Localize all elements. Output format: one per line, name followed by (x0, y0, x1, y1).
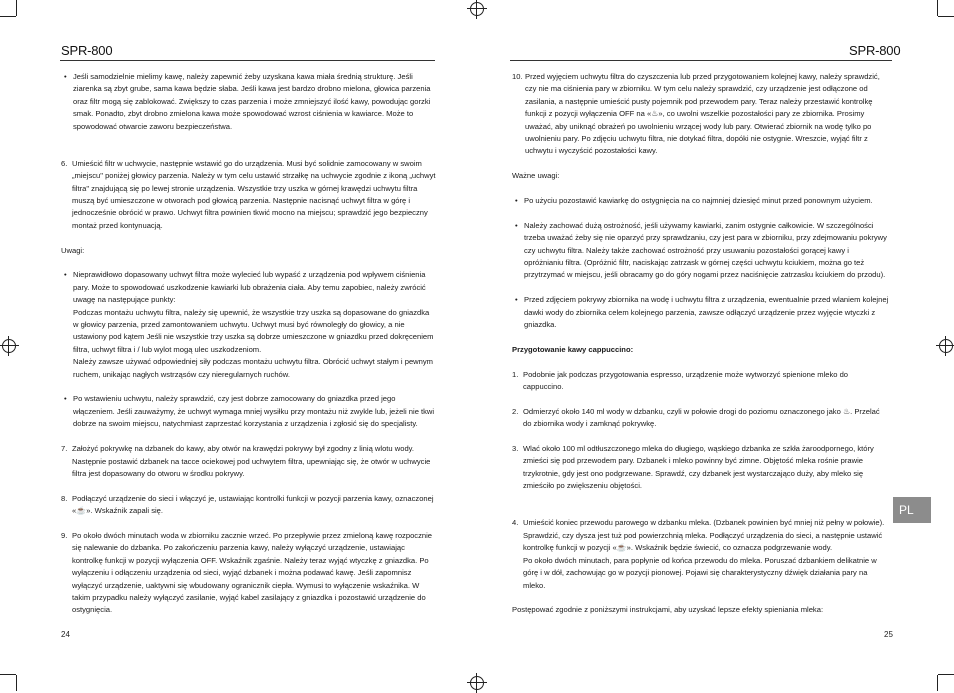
coffee-cup-icon: ☕ (76, 506, 87, 516)
model-label-left: SPR-800 (61, 43, 113, 58)
cappuccino-step-1: 1. Podobnie jak podczas przygotowania espresso, urządzenie może wytworzyć spienione mleko do cappuccino. (512, 369, 849, 392)
cappuccino-step-3: 3. Wlać około 100 ml odtłuszczonego mleka do długiego, wąskiego dzbanka ze szkła żaroodpornego, który zmieści się pod przewodem pary. Dzbanek i mleko powinny być zimne. Objętość mleka rośnie prawie trzykrotnie, gdy jest ono podgrzewane. Sprawdź, czy dzbanek jest wystarczająco duży, aby mleko się zmieściło po zwiększeniu objętości. (512, 444, 874, 491)
list-item: • Po użyciu pozostawić kawiarkę do ostygnięcia na co najmniej dziesięć minut przed ponownym użyciem. (515, 196, 873, 206)
crop-mark (16, 675, 17, 691)
page-number-right: 25 (884, 630, 893, 639)
coffee-cup-icon: ☕ (616, 543, 627, 553)
header-rule-left (60, 60, 435, 61)
step-10: 10. Przed wyjęciem uchwytu filtra do czyszczenia lub przed przygotowaniem kolejnej kawy, należy sprawdzić, czy nie ma ciśnienia pary w zbiorniku. W tym celu należy sprawdzić, czy urządzenie jest odłączone od zasilania, a następnie umieścić pusty pojemnik pod przewodem pary. Teraz należy przestawić kontrolkę funkcji z pozycji wyłączenia OFF na «♨», co uwolni wszelkie pozostałości pary ze zbiornika. Prosimy uważać, aby uniknąć obrażeń po uwolnieniu wrzącej wody lub pary. Otwierać zbiornik na wodę tylko po uwolnieniu pary. Po zdjęciu uchwytu filtra, nie dotykać filtra, dopóki nie ostygnie. Wreszcie, wyjąć filtr z uchwytu i wyczyścić pozostałości kawy. (512, 72, 880, 156)
section-heading: Przygotowanie kawy cappuccino: (512, 344, 634, 354)
header-rule-right (510, 60, 892, 61)
crop-mark (937, 0, 938, 16)
step-6: 6. Umieścić filtr w uchwycie, następnie wstawić go do urządzenia. Musi być solidnie zamocowany w swoim „miejscu" poniżej głowicy parzenia. Należy w tym celu ustawić strzałkę na uchwycie zgodnie z ikoną „uchwyt filtra" znajdującą się po lewej stronie urządzenia. Wszystkie trzy uszka w górnej krawędzi uchwytu filtra muszą być umieszczone w otworach pod głowicą parzenia. Następnie nacisnąć uchwyt filtra w górę i jednocześnie obrócić w prawo. Uchwyt filtra powinien tkwić mocno na miejscu; sprawdzić jego bezpieczny montaż przed kontynuacją. (61, 158, 436, 230)
crop-mark (938, 16, 954, 17)
registration-mark-icon (470, 676, 484, 690)
registration-mark-icon (470, 2, 484, 16)
step-9: 9. Po około dwóch minutach woda w zbiorniku zacznie wrzeć. Po przepływie przez zmieloną kawę rozpocznie się nalewanie do dzbanka. Po zakończeniu parzenia kawy, należy wyłączyć urządzenie, ustawiając kontrolkę funkcji w pozycji wyłączenia OFF. Wskaźnik zgaśnie. Należy teraz wyjąć wtyczkę z gniazdka. Po wyłączeniu i odłączeniu urządzenia od sieci, wyjąć dzbanek i można podawać kawę. Jeśli zapomnisz wyłączyć urządzenie, uaktywni się wbudowany ogranicznik ciepła. Wymusi to wyłączenie wskaźnika. W takim przypadku należy wyłączyć zasilanie, wyjąć kabel zasilający z gniazdka i pozostawić urządzenie do ostygnięcia. (61, 530, 433, 615)
registration-mark-icon (2, 339, 16, 353)
steam-icon: ♨ (651, 109, 659, 119)
crop-mark (0, 16, 16, 17)
steam-icon: ♨ (842, 406, 851, 416)
crop-mark (938, 674, 954, 675)
page-number-left: 24 (61, 630, 70, 639)
right-page-body (512, 71, 890, 617)
language-tab: PL (893, 497, 931, 523)
list-item: • Należy zachować dużą ostrożność, jeśli używamy kawiarki, zanim ostygnie całkowicie. W szczególności trzeba uważać żeby się nie oparzyć przy sprawdzaniu, czy jest para w zbiorniku, przy zdejmowaniu pokrywy czy uchwytu filtra. Należy także zachować ostrożność przy usuwaniu pozostałości gorącej kawy i opróżnianiu filtra. (Opróżnić filtr, naciskając zatrzask w górnej części uchwytu kciukiem, można go też przytrzymać w miejscu, jeśli obracamy go do góry nogami przez naciśnięcie zatrzasku kciukiem do przodu). (515, 220, 887, 280)
closing-text: Postępować zgodnie z poniższymi instrukcjami, aby uzyskać lepsze efekty spieniania mleka: (512, 605, 824, 615)
cappuccino-step-4: 4. Umieścić koniec przewodu parowego w dzbanku mleka. (Dzbanek powinien być mniej niż pełny w połowie). Sprawdzić, czy dysza jest tuż pod powierzchnią mleka. Podłączyć urządzenia do sieci, a następnie ustawić kontrolkę funkcji w pozycji «☕». Wskaźnik będzie świecić, co oznacza podgrzewanie wody. Po około dwóch minutach, para popłynie od końca przewodu do mleka. Poruszać dzbankiem delikatnie w górę i w dół, zachowując go w pozycji pionowej. Pojawi się charakterystyczny dźwięk działania pary na mleko. (512, 518, 885, 590)
list-item: • Nieprawidłowo dopasowany uchwyt filtra może wylecieć lub wypaść z urządzenia pod wpływem ciśnienia pary. Może to spowodować uszkodzenie kawiarki lub obrażenia ciała. Aby temu zapobiec, należy zwrócić uwagę na następujące punkty: Podczas montażu uchwytu filtra, należy się upewnić, że wszystkie trzy uszka są dopasowane do gniazdka w głowicy parzenia, przed zamontowaniem uchwytu. Uchwyt musi być równoległy do głowicy, a nie ustawiony pod kątem Jeśli nie wszystkie trzy uszka są dobrze umieszczone w gniazdku przed dokręceniem filtra, uchwyt filtra i / lub wylot mogą ulec uszkodzeniom. Należy zawsze używać odpowiedniej siły podczas montażu uchwytu filtra. Obrócić uchwyt stałym i pewnym ruchem, unikając nagłych wstrząsów czy nieregularnych ruchów. (64, 270, 434, 379)
notes-label: Uwagi: (61, 245, 85, 255)
cappuccino-step-2: 2. Odmierzyć około 140 ml wody w dzbanku, czyli w połowie drogi do poziomu oznaczonego jako ♨. Przelać do zbiornika wody i zamknąć pokrywkę. (512, 406, 880, 429)
step-8: 8. Podłączyć urządzenie do sieci i włączyć je, ustawiając kontrolki funkcji w pozycji parzenia kawy, oznaczonej «☕». Wskaźnik zapali się. (61, 493, 436, 518)
model-label-right: SPR-800 (849, 43, 901, 58)
registration-mark-icon (939, 339, 953, 353)
crop-mark (16, 0, 17, 16)
list-item: • Po wstawieniu uchwytu, należy sprawdzić, czy jest dobrze zamocowany do gniazdka przed jego włączeniem. Jeśli zauważymy, że uchwyt wymaga mniej wysiłku przy montażu niż zwykle lub, jeżeli nie tkwi dobrze na swoim miejscu, natychmiast zaprzestać korzystania z urządzenia i zgłosić się do specjalisty. (64, 394, 435, 429)
step-7: 7. Założyć pokrywkę na dzbanek do kawy, aby otwór na krawędzi pokrywy był zgodny z linią wlotu wody. Następnie postawić dzbanek na tacce ociekowej pod uchwytem filtra, upewniając się, że otwór w uchwycie filtra jest dopasowany do otworu w środku pokrywy. (61, 444, 431, 478)
crop-mark (0, 674, 16, 675)
crop-mark (937, 675, 938, 691)
list-item: • Jeśli samodzielnie mielimy kawę, należy zapewnić żeby uzyskana kawa miała średnią strukturę. Jeśli ziarenka są zbyt grube, sama kawa będzie słaba. Jeśli kawa jest bardzo drobno mielona, głowica parzenia oraz filtr mogą się zablokować. Zwiększy to czas parzenia i może zmniejszyć ilość kawy, powodując gorzki smak. Ponadto, zbyt drobno zmielona kawa może spowodować wzrost ciśnienia w kawiarce. Może to spowodować otwarcie zaworu bezpieczeństwa. (64, 72, 431, 131)
important-notes-label: Ważne uwagi: (512, 171, 560, 181)
left-page-body (61, 71, 436, 617)
list-item: • Przed zdjęciem pokrywy zbiornika na wodę i uchwytu filtra z urządzenia, ewentualnie przed wlaniem kolejnej dawki wody do zbiornika celem kolejnego parzenia, zawsze odłączyć urządzenie przez wyjęcie wtyczki z gniazdka. (515, 295, 889, 330)
